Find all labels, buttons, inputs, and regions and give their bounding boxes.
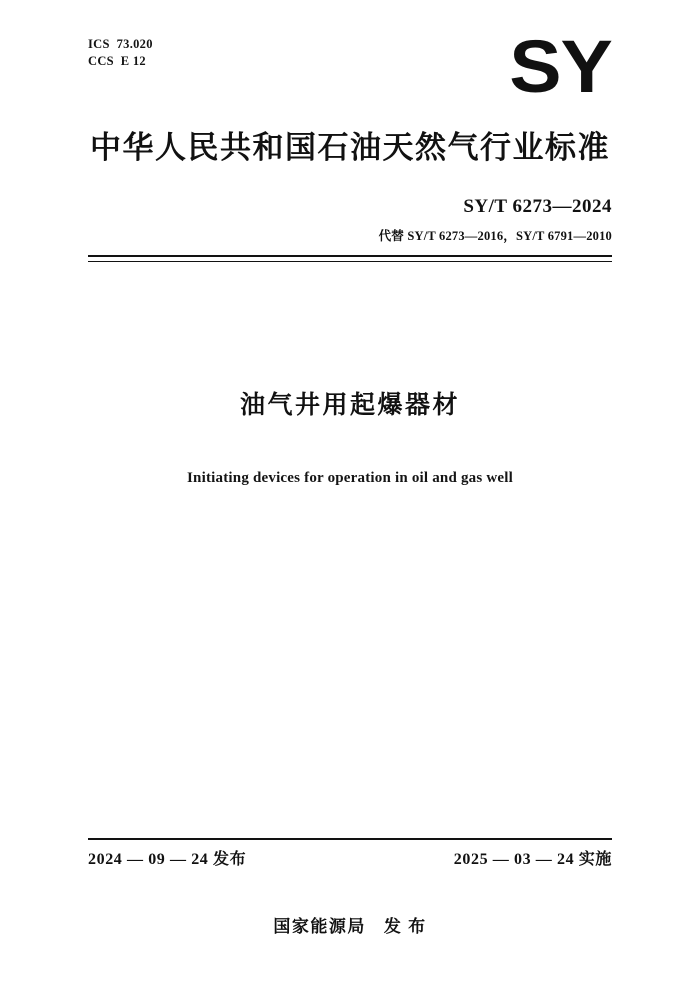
publisher-action: 发 布 [383,917,427,936]
publisher-line [0,912,700,937]
ccs-code: CCS E 12 [88,54,146,68]
header-divider-thick [88,255,612,257]
issuing-authority-title: 中华人民共和国石油天然气行业标准 [90,130,610,165]
document-title-chinese: 油气井用起爆器材 [239,392,460,419]
publisher-name: 国家能源局 [273,917,366,936]
document-title-english: Initiating devices for operation in oil and gas well [187,470,513,486]
ics-code: ICS 73.020 [88,37,153,51]
sy-logo: SY [509,25,612,108]
replaced-standards: 代替 SY/T 6273—2016，SY/T 6791—2010 [378,229,612,243]
cover-header [88,25,612,243]
standard-number: SY/T 6273—2024 [463,196,612,217]
classification-codes [88,36,153,70]
header-divider-thin [88,261,612,262]
footer-divider [88,838,612,840]
effective-date: 2025 — 03 — 24 实施 [453,851,612,868]
issue-date: 2024 — 09 — 24 发布 [88,851,247,868]
